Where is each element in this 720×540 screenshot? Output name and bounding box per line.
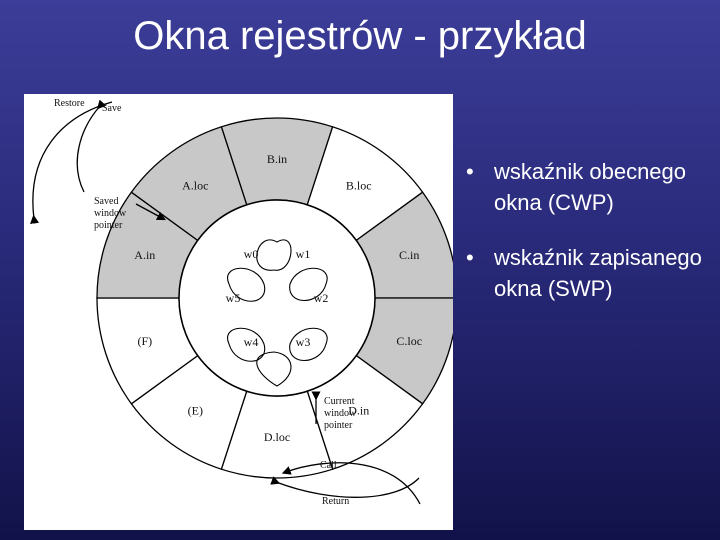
bullet-marker: • (466, 159, 474, 184)
slide-title: Okna rejestrów - przykład (133, 14, 587, 58)
window-label-w2: w2 (313, 291, 329, 305)
call-label: Call (320, 460, 337, 471)
current-pointer-label-3: pointer (324, 420, 353, 431)
current-pointer-label-1: Current (324, 396, 355, 407)
bullet-list (466, 156, 716, 328)
window-label-w4: w4 (243, 335, 259, 349)
restore-label: Restore (54, 98, 85, 109)
ring-segment-label: D.loc (263, 430, 291, 444)
return-label: Return (322, 496, 350, 507)
ring-segment-label: A.loc (182, 178, 209, 193)
ring-segment-label: (E) (187, 403, 203, 418)
ring-segment-label: D.in (348, 403, 370, 418)
ring-segment-label: (F) (137, 333, 153, 348)
window-label-w1: w1 (295, 247, 311, 261)
window-label-w0: w0 (243, 247, 259, 261)
save-label: Save (102, 103, 122, 114)
window-label-w3: w3 (295, 335, 311, 349)
window-label-w5: w5 (225, 291, 241, 305)
saved-pointer-label-1: Saved (94, 196, 119, 207)
bullet-text: wskaźnik zapisanego okna (SWP) (494, 245, 702, 301)
return-arrow (276, 478, 419, 497)
bullet-text: wskaźnik obecnego okna (CWP) (494, 159, 687, 215)
ring-segment-label: C.in (399, 248, 420, 263)
register-window-diagram-svg (24, 94, 453, 530)
current-pointer-label-2: window (324, 408, 357, 419)
ring-segment-label: A.in (134, 248, 156, 263)
inner-circle (179, 200, 375, 396)
register-window-diagram (24, 94, 453, 530)
saved-pointer-label-2: window (94, 208, 127, 219)
saved-pointer-label-3: pointer (94, 220, 123, 231)
ring-segment-label: B.loc (345, 178, 372, 193)
bullet-item-swp (466, 242, 716, 304)
ring-segment-label: C.loc (396, 333, 423, 348)
save-arrow (77, 106, 100, 192)
ring-segment-label: B.in (266, 152, 288, 166)
bullet-marker: • (466, 245, 474, 270)
bullet-item-cwp (466, 156, 716, 218)
